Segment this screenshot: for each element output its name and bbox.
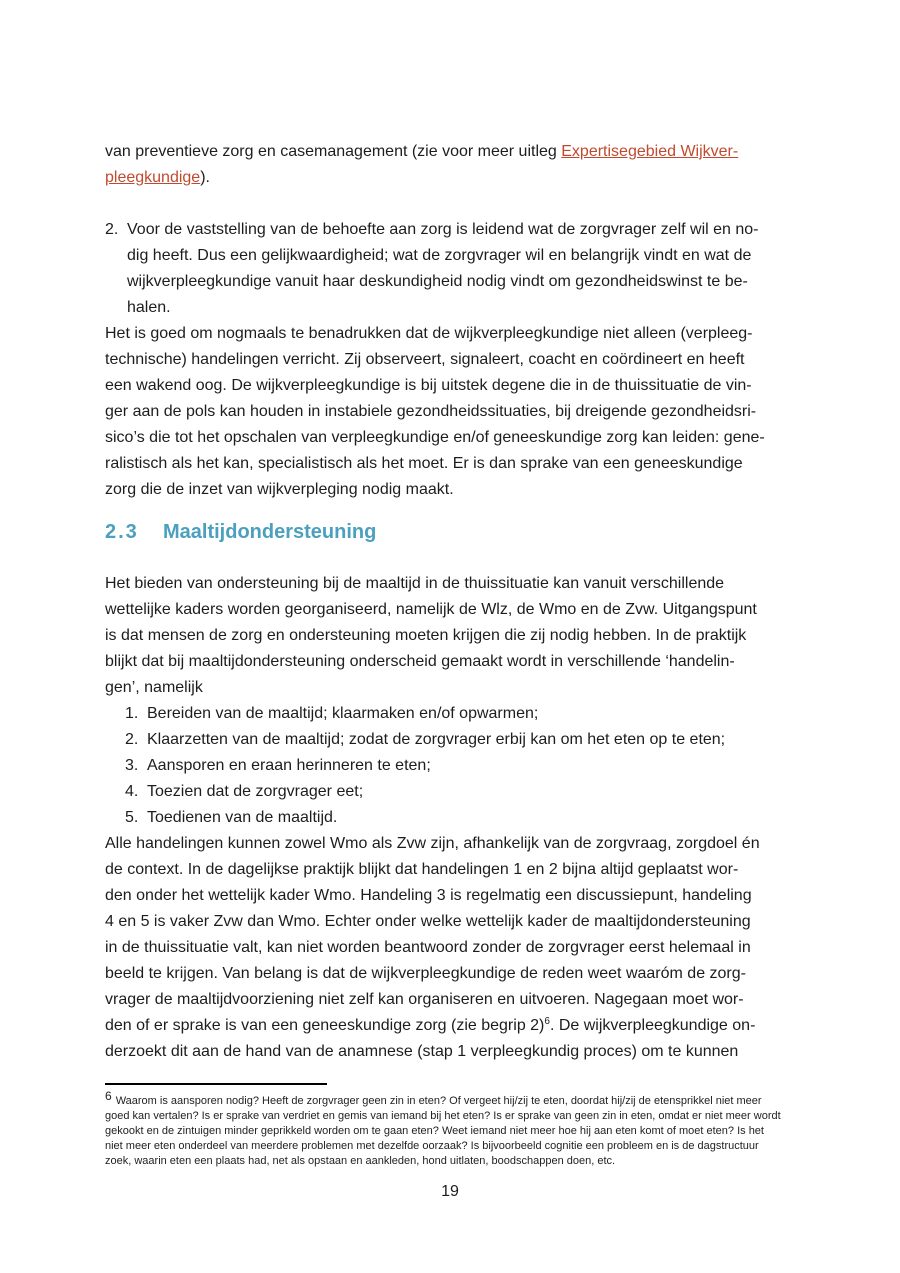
footnote-marker: 6 [105, 1089, 112, 1103]
list-item [125, 779, 795, 805]
text-line: dig heeft. Dus een gelijkwaardigheid; wat de zorgvrager wil en belangrijk vindt en wat de [127, 247, 752, 264]
list-number: 3. [125, 757, 139, 774]
text-line: gen’, namelijk [105, 679, 203, 696]
footnote-line: gekookt en de zintuigen minder geprikkeld worden om te gaan eten? Weet iemand niet meer hoe hij aan eten komt of moet eten? Is het [105, 1125, 764, 1137]
text-line [105, 165, 795, 191]
footnote-line: zoek, waarin eten een plaats had, net als opstaan en aankleden, hond uitlaten, boodschappen doen, etc. [105, 1155, 616, 1167]
text-segment: van preventieve zorg en casemanagement (zie voor meer uitleg [105, 143, 562, 160]
text-line: Voor de vaststelling van de behoefte aan zorg is leidend wat de zorgvrager zelf wil en no- [127, 221, 759, 238]
list-number: 4. [125, 783, 139, 800]
text-line: ger aan de pols kan houden in instabiele gezondheidssituaties, bij dreigende gezondheidsri- [105, 403, 757, 420]
section-heading [105, 519, 795, 545]
list-item [125, 805, 795, 831]
text-line: Het is goed om nogmaals te benadrukken dat de wijkverpleegkundige niet alleen (verpleeg- [105, 325, 753, 342]
section-number: 2.3 [105, 521, 139, 543]
page-number: 19 [441, 1183, 459, 1200]
list-number: 5. [125, 809, 139, 826]
list-item [125, 727, 795, 753]
paragraph-goed [105, 321, 795, 503]
text-line [105, 139, 795, 165]
list-item-text: Bereiden van de maaltijd; klaarmaken en/of opwarmen; [147, 705, 539, 722]
text-line: sico’s die tot het opschalen van verpleegkundige en/of geneeskundige zorg kan leiden: gene- [105, 429, 765, 446]
text-segment: ). [200, 169, 210, 186]
text-line: halen. [127, 299, 171, 316]
list-item-text: Klaarzetten van de maaltijd; zodat de zorgvrager erbij kan om het eten op te eten; [147, 731, 726, 748]
text-line: wijkverpleegkundige vanuit haar deskundigheid nodig vindt om gezondheidswinst te be- [127, 273, 748, 290]
text-line: blijkt dat bij maaltijdondersteuning onderscheid gemaakt wordt in verschillende ‘handelin- [105, 653, 735, 670]
section-title: Maaltijdondersteuning [163, 521, 377, 543]
text-line: de context. In de dagelijkse praktijk blijkt dat handelingen 1 en 2 bijna altijd geplaatst wor- [105, 861, 739, 878]
footnote-text: Waarom is aansporen nodig? Heeft de zorgvrager geen zin in eten? Of vergeet hij/zij te eten, doordat hij/zij de etensprikkel niet meer [115, 1095, 762, 1107]
text-line [105, 1013, 795, 1039]
list-item [125, 753, 795, 779]
text-line: een wakend oog. De wijkverpleegkundige is bij uitstek degene die in de thuissituatie de vin- [105, 377, 752, 394]
list-number: 2. [105, 221, 119, 238]
text-line: derzoekt dit aan de hand van de anamnese (stap 1 verpleegkundig proces) om te kunnen [105, 1043, 739, 1060]
list-item [125, 701, 795, 727]
expertisegebied-link[interactable]: Expertisegebied Wijkver- [561, 143, 739, 160]
handelingen-list [105, 701, 795, 831]
footnote-line: niet meer eten onderdeel van meerdere problemen met dezelfde oorzaak? Is bijvoorbeeld cognitie een probleem en is de dagstructuur [105, 1140, 759, 1152]
page-content [105, 139, 795, 1169]
text-line: zorg die de inzet van wijkverpleging nodig maakt. [105, 481, 454, 498]
text-line: den onder het wettelijk kader Wmo. Handeling 3 is regelmatig een discussiepunt, handeling [105, 887, 752, 904]
list-number: 2. [125, 731, 139, 748]
numbered-item-2 [105, 217, 795, 321]
text-line: technische) handelingen verricht. Zij observeert, signaleert, coacht en coördineert en heeft [105, 351, 745, 368]
text-line: vrager de maaltijdvoorziening niet zelf kan organiseren en uitvoeren. Nagegaan moet wor- [105, 991, 744, 1008]
text-line: in de thuissituatie valt, kan niet worden beantwoord zonder de zorgvrager eerst helemaal in [105, 939, 751, 956]
paragraph-bieden [105, 571, 795, 701]
footnote [105, 1089, 795, 1169]
expertisegebied-link[interactable]: pleegkundige [105, 169, 201, 186]
text-line: 4 en 5 is vaker Zvw dan Wmo. Echter onder welke wettelijk kader de maaltijdondersteuning [105, 913, 751, 930]
list-item-text: Toedienen van de maaltijd. [147, 809, 338, 826]
paragraph-alle [105, 831, 795, 1065]
list-item-text: Aansporen en eraan herinneren te eten; [147, 757, 431, 774]
text-line: beeld te krijgen. Van belang is dat de wijkverpleegkundige de reden weet waaróm de zorg- [105, 965, 746, 982]
list-number: 1. [125, 705, 139, 722]
text-line: is dat mensen de zorg en ondersteuning moeten krijgen die zij nodig hebben. In de praktijk [105, 627, 747, 644]
text-line: wettelijke kaders worden georganiseerd, namelijk de Wlz, de Wmo en de Zvw. Uitgangspunt [105, 601, 757, 618]
text-line: Alle handelingen kunnen zowel Wmo als Zvw zijn, afhankelijk van de zorgvraag, zorgdoel én [105, 835, 760, 852]
paragraph-intro [105, 139, 795, 191]
text-segment: . De wijkverpleegkundige on- [549, 1017, 756, 1034]
text-line: Het bieden van ondersteuning bij de maaltijd in de thuissituatie kan vanuit verschillende [105, 575, 725, 592]
footnote-line: goed kan vertalen? Is er sprake van verdriet en gemis van iemand bij het eten? Is er sprake van geen zin in eten, omdat er niet meer wordt [105, 1110, 781, 1122]
footnote-reference: 6 [544, 1016, 550, 1027]
text-line: ralistisch als het kan, specialistisch als het moet. Er is dan sprake van een geneeskundige [105, 455, 743, 472]
footnote-divider [105, 1083, 327, 1085]
footnote-line [105, 1089, 795, 1109]
list-item-text: Toezien dat de zorgvrager eet; [147, 783, 364, 800]
text-segment: den of er sprake is van een geneeskundige zorg (zie begrip 2) [105, 1017, 545, 1034]
